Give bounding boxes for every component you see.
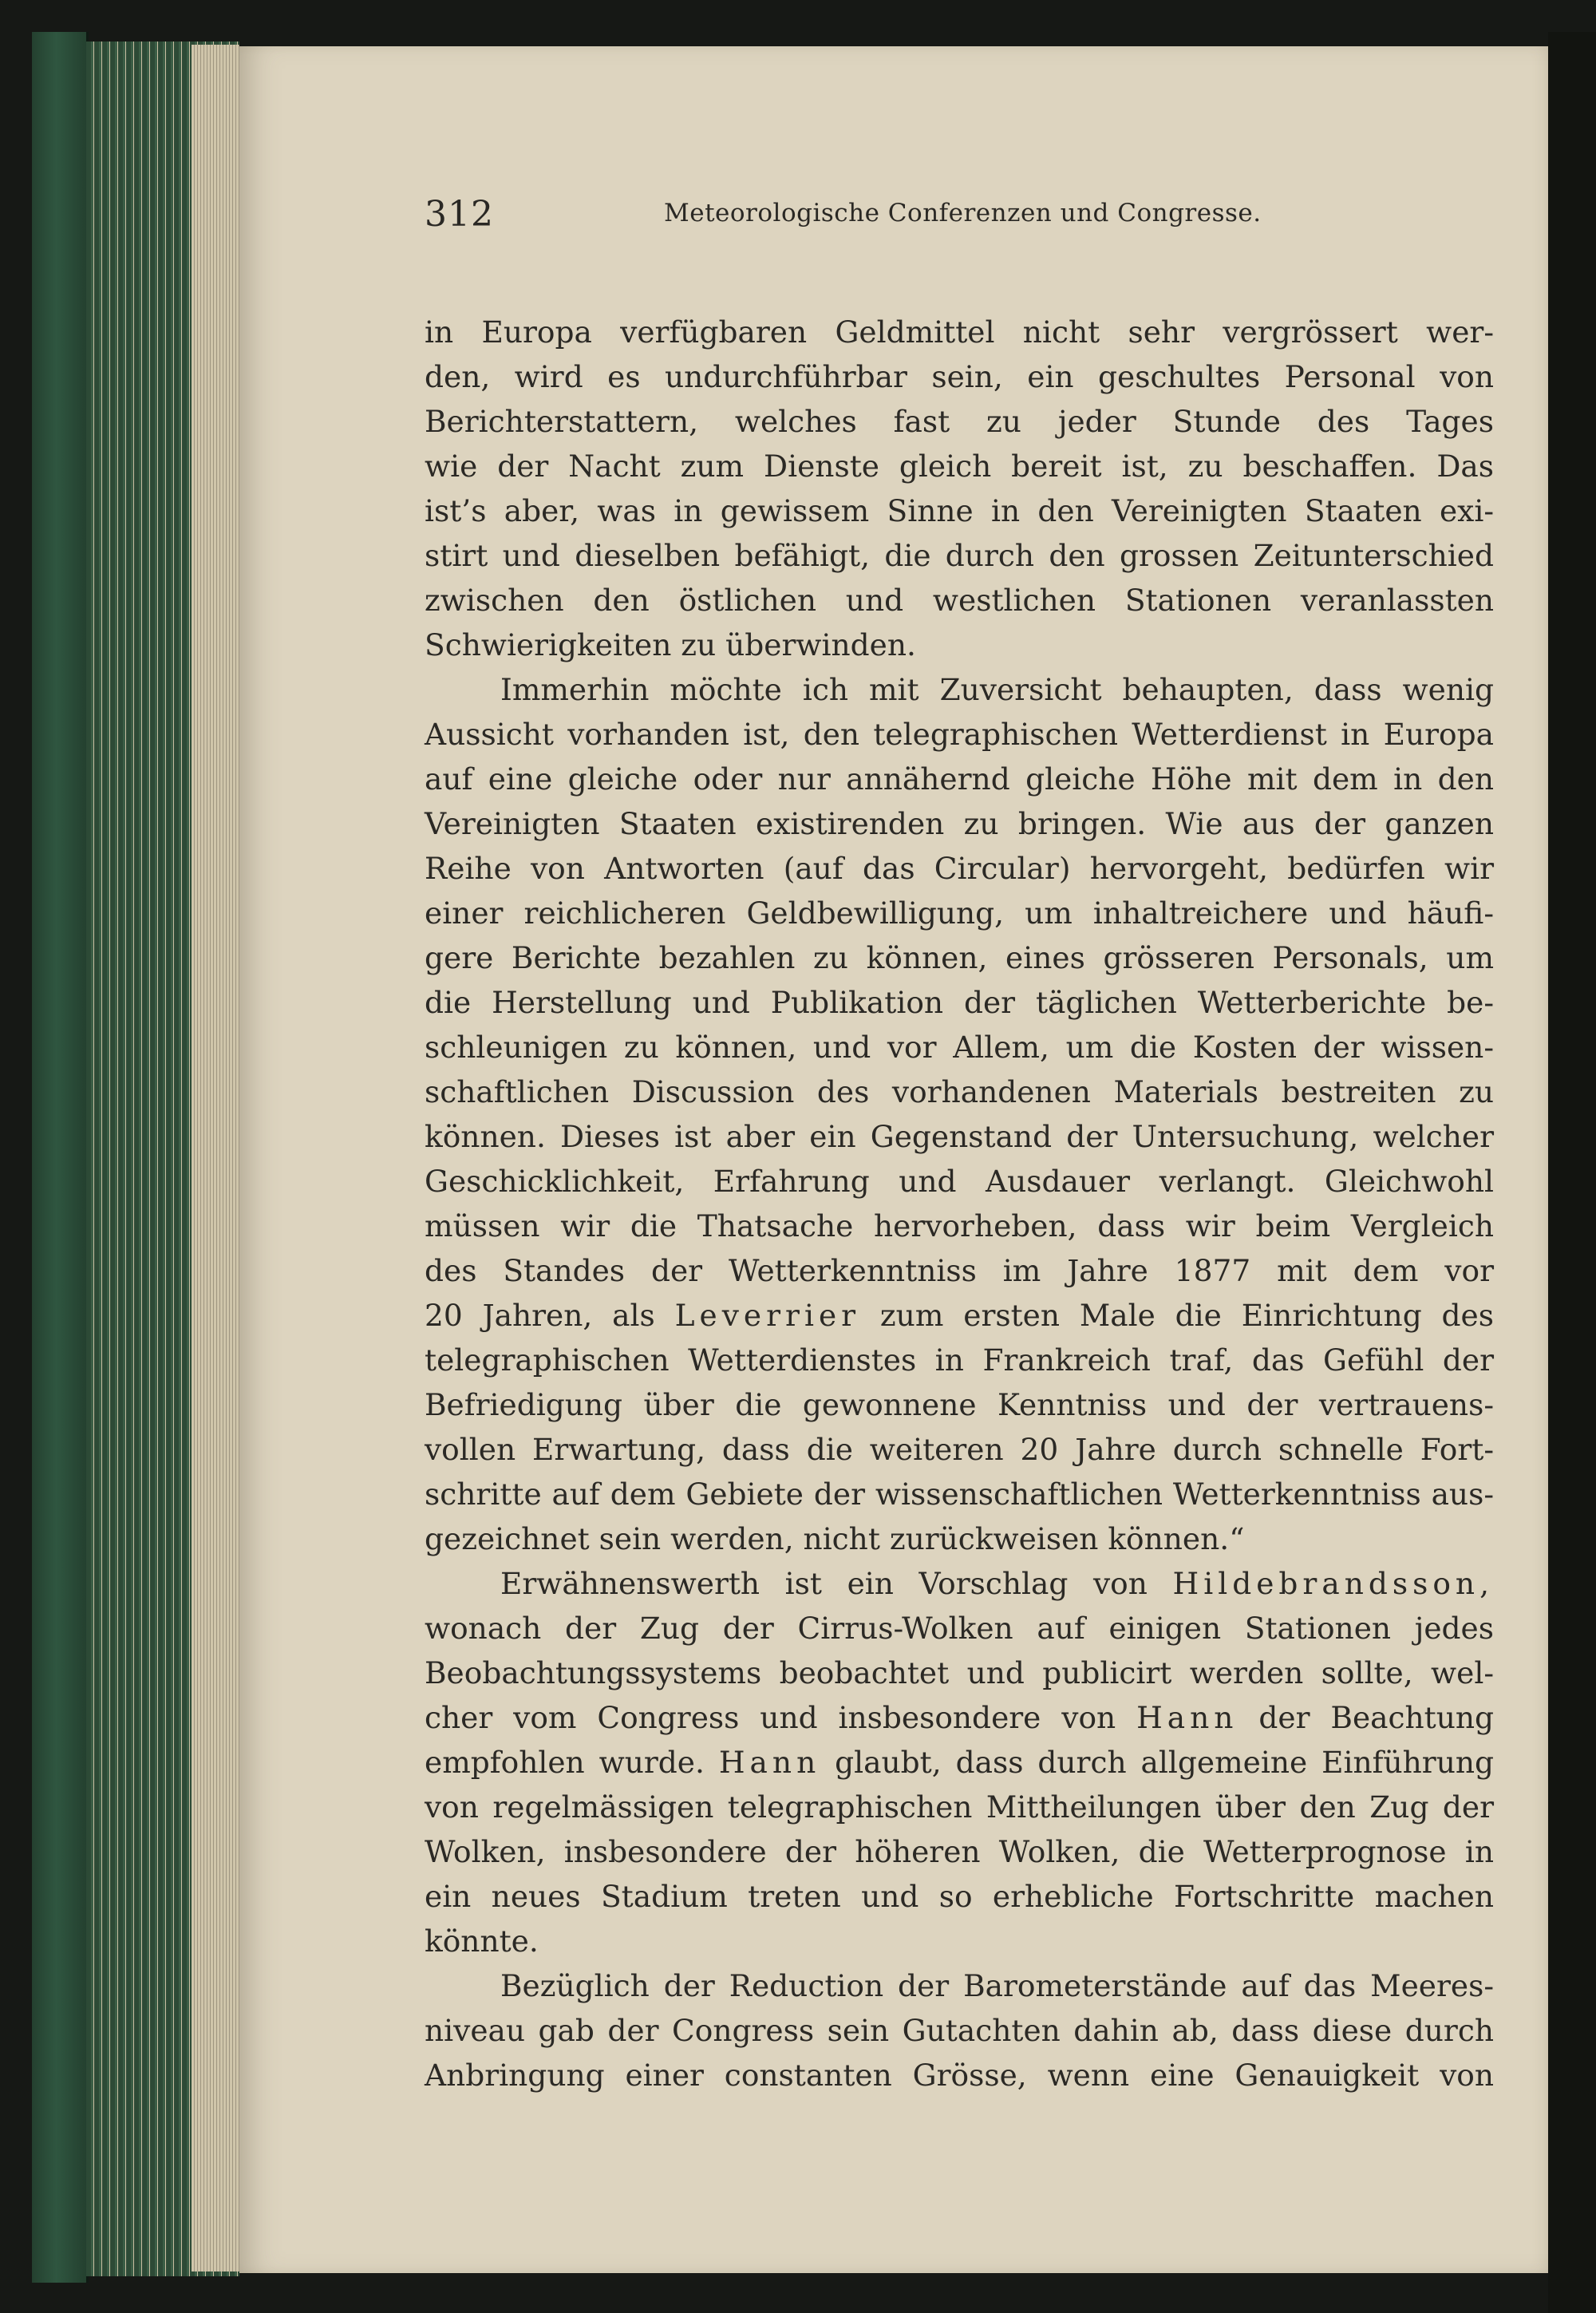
text-line bbox=[425, 1740, 1494, 1785]
page-stack-edge bbox=[192, 45, 239, 2271]
text-line: zwischen den östlichen und westlichen Stationen veranlassten bbox=[425, 583, 1494, 618]
text-line: Vereinigten Staaten existirenden zu bringen. Wie aus der ganzen bbox=[425, 806, 1494, 841]
book-cover-edge bbox=[32, 32, 89, 2283]
text-line: wie der Nacht zum Dienste gleich bereit ist, zu beschaffen. Das bbox=[425, 449, 1494, 484]
text-line: Immerhin möchte ich mit Zuversicht behaupten, dass wenig bbox=[500, 672, 1494, 707]
header-title: Meteorologische Conferenzen und Congresse. bbox=[664, 199, 1262, 227]
text-line: Befriedigung über die gewonnene Kenntniss und der vertrauens- bbox=[425, 1387, 1494, 1422]
text-segment: zum ersten Male die Einrichtung des bbox=[879, 1298, 1494, 1333]
text-line: schritte auf dem Gebiete der wissenschaftlichen Wetterkenntniss aus- bbox=[425, 1477, 1494, 1512]
text-line: Geschicklichkeit, Erfahrung und Ausdauer verlangt. Gleichwohl bbox=[425, 1164, 1494, 1199]
text-line bbox=[425, 1293, 1494, 1338]
text-segment: glaubt, dass durch allgemeine Einführung bbox=[835, 1745, 1495, 1780]
text-line: die Herstellung und Publikation der täglichen Wetterberichte be- bbox=[425, 985, 1494, 1020]
text-line: Wolken, insbesondere der höheren Wolken, die Wetterprognose in bbox=[425, 1834, 1494, 1869]
text-segment: cher vom Congress und insbesondere von bbox=[425, 1700, 1116, 1735]
text-line: Anbringung einer constanten Grösse, wenn eine Genauigkeit von bbox=[425, 2058, 1494, 2093]
text-line: des Standes der Wetterkenntniss im Jahre 1877 mit dem vor bbox=[425, 1253, 1494, 1288]
person-name-hann: Hann bbox=[1136, 1700, 1238, 1735]
person-name-hann: Hann bbox=[718, 1745, 821, 1780]
text-line: vollen Erwartung, dass die weiteren 20 Jahre durch schnelle Fort- bbox=[425, 1432, 1494, 1467]
text-line: Reihe von Antworten (auf das Circular) hervorgeht, bedürfen wir bbox=[425, 851, 1494, 886]
text-line: stirt und dieselben befähigt, die durch den grossen Zeitunterschied bbox=[425, 538, 1494, 573]
text-line: Berichterstattern, welches fast zu jeder Stunde des Tages bbox=[425, 404, 1494, 439]
text-line: schaftlichen Discussion des vorhandenen Materials bestreiten zu bbox=[425, 1074, 1494, 1109]
text-line: auf eine gleiche oder nur annähernd gleiche Höhe mit dem in den bbox=[425, 761, 1494, 797]
text-line: könnte. bbox=[425, 1924, 539, 1959]
person-name-hildebrandsson: Hildebrandsson, bbox=[1172, 1566, 1494, 1601]
text-line: schleunigen zu können, und vor Allem, um die Kosten der wissen- bbox=[425, 1030, 1494, 1065]
text-line: ist’s aber, was in gewissem Sinne in den Vereinigten Staaten exi- bbox=[425, 493, 1494, 528]
text-line: von regelmässigen telegraphischen Mittheilungen über den Zug der bbox=[425, 1789, 1494, 1825]
text-line bbox=[425, 1695, 1494, 1740]
text-line: Beobachtungssystems beobachtet und publicirt werden sollte, wel- bbox=[425, 1655, 1494, 1690]
text-segment: der Beachtung bbox=[1258, 1700, 1495, 1735]
text-line: gere Berichte bezahlen zu können, eines grösseren Personals, um bbox=[425, 940, 1494, 975]
text-line: müssen wir die Thatsache hervorheben, dass wir beim Vergleich bbox=[425, 1208, 1494, 1243]
page-number: 312 bbox=[425, 194, 494, 235]
text-line bbox=[425, 1561, 1494, 1606]
running-head bbox=[425, 194, 1494, 250]
text-segment: 20 Jahren, als bbox=[425, 1298, 655, 1333]
text-line: Schwierigkeiten zu überwinden. bbox=[425, 627, 916, 662]
text-line: können. Dieses ist aber ein Gegenstand der Untersuchung, welcher bbox=[425, 1119, 1494, 1154]
book-page bbox=[239, 46, 1548, 2273]
person-name-leverrier: Leverrier bbox=[674, 1298, 861, 1333]
text-line: den, wird es undurchführbar sein, ein geschultes Personal von bbox=[425, 359, 1494, 394]
text-line: niveau gab der Congress sein Gutachten dahin ab, dass diese durch bbox=[425, 2013, 1494, 2048]
text-segment: Erwähnenswerth ist ein Vorschlag von bbox=[500, 1566, 1148, 1601]
text-line: einer reichlicheren Geldbewilligung, um inhaltreichere und häufi- bbox=[425, 896, 1494, 931]
right-dark-edge bbox=[1548, 32, 1596, 2313]
text-line: gezeichnet sein werden, nicht zurückweisen können.“ bbox=[425, 1521, 1245, 1556]
text-line: wonach der Zug der Cirrus-Wolken auf einigen Stationen jedes bbox=[425, 1611, 1494, 1646]
text-segment: empfohlen wurde. bbox=[425, 1745, 705, 1780]
text-line: ein neues Stadium treten und so erhebliche Fortschritte machen bbox=[425, 1879, 1494, 1914]
body-text bbox=[425, 310, 1494, 2098]
text-line: Aussicht vorhanden ist, den telegraphischen Wetterdienst in Europa bbox=[425, 717, 1494, 752]
text-line: Bezüglich der Reduction der Barometerstände auf das Meeres- bbox=[500, 1968, 1494, 2003]
text-line: telegraphischen Wetterdienstes in Frankreich traf, das Gefühl der bbox=[425, 1342, 1494, 1378]
text-line: in Europa verfügbaren Geldmittel nicht sehr vergrössert wer- bbox=[425, 314, 1494, 350]
